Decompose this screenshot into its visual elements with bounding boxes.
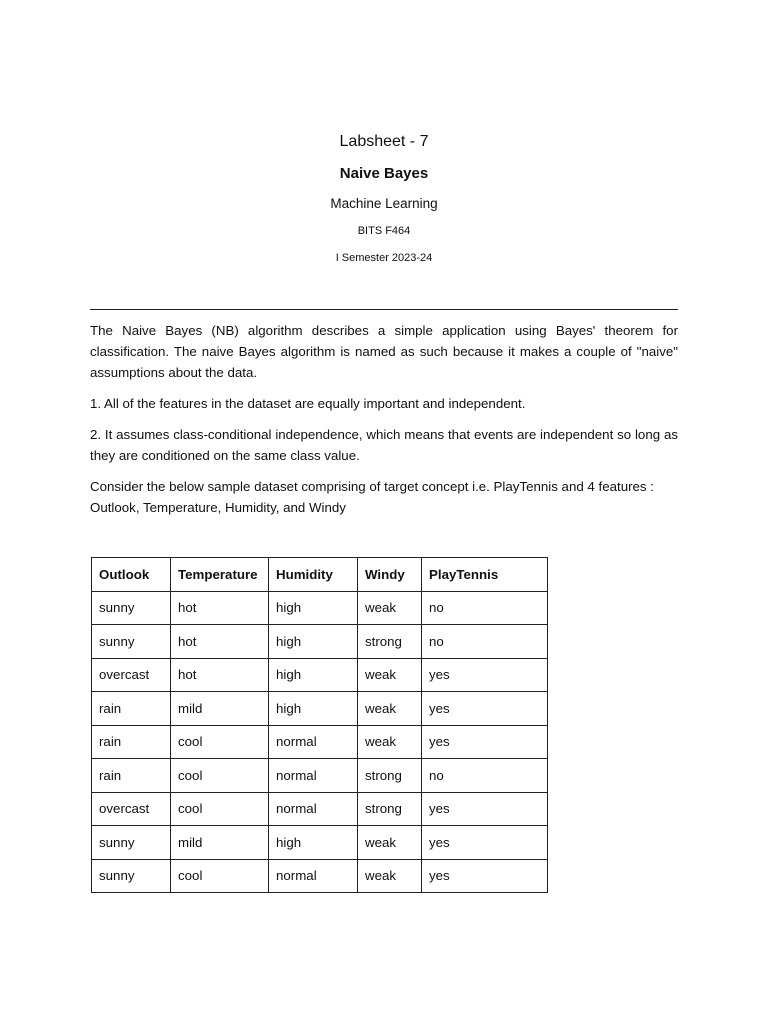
playtennis-table bbox=[91, 557, 548, 893]
table-cell: normal bbox=[269, 792, 358, 826]
table-cell: cool bbox=[171, 859, 269, 893]
table-cell: rain bbox=[92, 692, 171, 726]
dataset-description: Consider the below sample dataset comprising of target concept i.e. PlayTennis and 4 features : Outlook, Temperature, Humidity, and Windy bbox=[90, 479, 654, 515]
semester-label: I Semester 2023-24 bbox=[335, 252, 433, 264]
course-name: Machine Learning bbox=[330, 196, 438, 211]
column-header-playtennis: PlayTennis bbox=[422, 558, 548, 592]
table-cell: hot bbox=[171, 658, 269, 692]
table-cell: no bbox=[422, 625, 548, 659]
table-cell: strong bbox=[358, 625, 422, 659]
table-cell: sunny bbox=[92, 591, 171, 625]
table-cell: weak bbox=[358, 692, 422, 726]
table-cell: rain bbox=[92, 725, 171, 759]
table-cell: yes bbox=[422, 826, 548, 860]
table-cell: yes bbox=[422, 792, 548, 826]
table-cell: high bbox=[269, 591, 358, 625]
table-cell: hot bbox=[171, 625, 269, 659]
assumption-1: 1. All of the features in the dataset are equally important and independent. bbox=[90, 396, 526, 411]
table-cell: no bbox=[422, 759, 548, 793]
table-cell: cool bbox=[171, 759, 269, 793]
table-cell: cool bbox=[171, 725, 269, 759]
table-cell: sunny bbox=[92, 625, 171, 659]
table-cell: sunny bbox=[92, 826, 171, 860]
table-cell: cool bbox=[171, 792, 269, 826]
body-text bbox=[90, 320, 678, 528]
table-cell: sunny bbox=[92, 859, 171, 893]
table-cell: no bbox=[422, 591, 548, 625]
table-cell: overcast bbox=[92, 658, 171, 692]
table-row bbox=[92, 658, 548, 692]
table-cell: high bbox=[269, 692, 358, 726]
table-cell: strong bbox=[358, 792, 422, 826]
table-cell: hot bbox=[171, 591, 269, 625]
table-row bbox=[92, 725, 548, 759]
table-cell: yes bbox=[422, 725, 548, 759]
column-header-windy: Windy bbox=[358, 558, 422, 592]
table-cell: yes bbox=[422, 692, 548, 726]
table-cell: overcast bbox=[92, 792, 171, 826]
table-row bbox=[92, 625, 548, 659]
labsheet-title: Labsheet - 7 bbox=[339, 133, 429, 150]
column-header-outlook: Outlook bbox=[92, 558, 171, 592]
table-cell: high bbox=[269, 658, 358, 692]
table-cell: mild bbox=[171, 692, 269, 726]
assumption-2: 2. It assumes class-conditional independence, which means that events are independent so long as they are conditioned on the same class value. bbox=[90, 427, 678, 463]
course-code: BITS F464 bbox=[357, 225, 411, 237]
table-cell: yes bbox=[422, 859, 548, 893]
table-header-row bbox=[92, 558, 548, 592]
table-row bbox=[92, 591, 548, 625]
table-cell: strong bbox=[358, 759, 422, 793]
table-cell: high bbox=[269, 826, 358, 860]
table-cell: high bbox=[269, 625, 358, 659]
table-row bbox=[92, 826, 548, 860]
table-cell: weak bbox=[358, 658, 422, 692]
table-cell: rain bbox=[92, 759, 171, 793]
table-cell: normal bbox=[269, 725, 358, 759]
table-cell: weak bbox=[358, 725, 422, 759]
column-header-humidity: Humidity bbox=[269, 558, 358, 592]
table-cell: normal bbox=[269, 859, 358, 893]
labsheet-header bbox=[0, 128, 768, 266]
table-row bbox=[92, 692, 548, 726]
column-header-temperature: Temperature bbox=[171, 558, 269, 592]
table-cell: mild bbox=[171, 826, 269, 860]
table-cell: weak bbox=[358, 591, 422, 625]
table-cell: normal bbox=[269, 759, 358, 793]
horizontal-divider bbox=[90, 309, 678, 310]
labsheet-subtitle: Naive Bayes bbox=[339, 165, 429, 182]
table-cell: yes bbox=[422, 658, 548, 692]
table-row bbox=[92, 759, 548, 793]
table-row bbox=[92, 792, 548, 826]
intro-paragraph: The Naive Bayes (NB) algorithm describes a simple application using Bayes' theorem for classification. The naive Bayes algorithm is named as such because it makes a couple of "naive" assumptions about the data. bbox=[90, 323, 678, 380]
table-cell: weak bbox=[358, 859, 422, 893]
table-row bbox=[92, 859, 548, 893]
table-cell: weak bbox=[358, 826, 422, 860]
